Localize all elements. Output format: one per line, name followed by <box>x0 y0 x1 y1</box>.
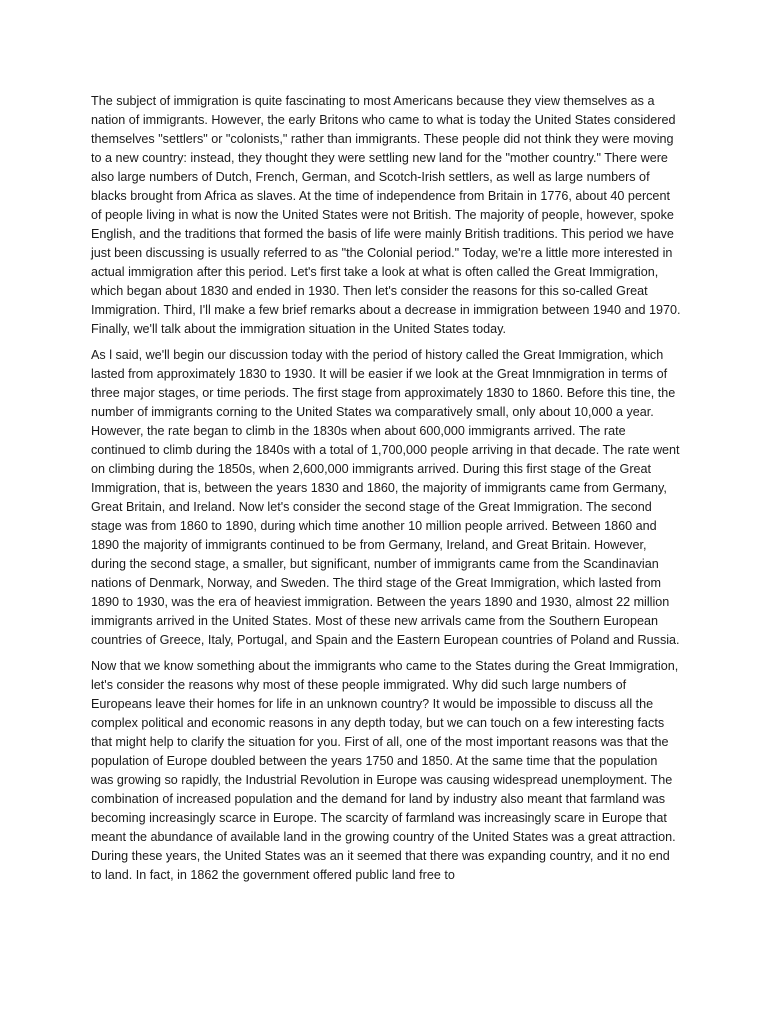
paragraph-great-immigration-stages: As l said, we'll begin our discussion today with the period of history called the Great Immigration, which lasted from approximately 1830 to 1930. It will be easier if we look at the Great Imnmigration in terms of three major stages, or time periods. The first stage from approximately 1830 to 1860. Before this tine, the number of immigrants corning to the United States wa comparatively small, only about 10,000 a year. However, the rate began to climb in the 1830s when about 600,000 immigrants arrived. The rate continued to climb during the 1840s with a total of 1,700,000 people arriving in that decade. The rate went on climbing during the 1850s, when 2,600,000 immigrants arrived. During this first stage of the Great Immigration, that is, between the years 1830 and 1860, the majority of immigrants came from Germany, Great Britain, and Ireland. Now let's consider the second stage of the Great Immigration. The second stage was from 1860 to 1890, during which time another 10 million people arrived. Between 1860 and 1890 the majority of immigrants continued to be from Germany, Ireland, and Great Britain. However, during the second stage, a smaller, but significant, number of immigrants came from the Scandinavian nations of Denmark, Norway, and Sweden. The third stage of the Great Immigration, which lasted from 1890 to 1930, was the era of heaviest immigration. Between the years 1890 and 1930, almost 22 million immigrants arrived in the United States. Most of these new arrivals came from the Southern European countries of Greece, Italy, Portugal, and Spain and the Eastern European countries of Poland and Russia. <box>91 348 680 647</box>
document-page <box>91 92 681 892</box>
paragraph-immigration-reasons: Now that we know something about the immigrants who came to the States during the Great Immigration, let's consider the reasons why most of these people immigrated. Why did such large numbers of Europeans leave their homes for life in an unknown country? It would be impossible to discuss all the complex political and economic reasons in any depth today, but we can touch on a few interesting facts that might help to clarify the situation for you. First of all, one of the most important reasons was that the population of Europe doubled between the years 1750 and 1850. At the same time that the population was growing so rapidly, the Industrial Revolution in Europe was causing widespread unemployment. The combination of increased population and the demand for land by industry also meant that farmland was becoming increasingly scarce in Europe. The scarcity of farmland was increasingly scare in Europe that meant the abundance of available land in the growing country of the United States was a great attraction. During these years, the United States was an it seemed that there was expanding country, and it no end to land. In fact, in 1862 the government offered public land free to <box>91 659 679 882</box>
paragraph-colonial-period: The subject of immigration is quite fascinating to most Americans because they view themselves as a nation of immigrants. However, the early Britons who came to what is today the United States considered themselves "settlers" or "colonists," rather than immigrants. These people did not think they were moving to a new country: instead, they thought they were settling new land for the "mother country." There were also large numbers of Dutch, French, German, and Scotch-Irish settlers, as well as large numbers of blacks brought from Africa as slaves. At the time of independence from Britain in 1776, about 40 percent of people living in what is now the United States were not British. The majority of people, however, spoke English, and the traditions that formed the basis of life were mainly British traditions. This period we have just been discussing is usually referred to as "the Colonial period." Today, we're a little more interested in actual immigration after this period. Let's first take a look at what is often called the Great Immigration, which began about 1830 and ended in 1930. Then let's consider the reasons for this so-called Great Immigration. Third, I'll make a few brief remarks about a decrease in immigration between 1940 and 1970. Finally, we'll talk about the immigration situation in the United States today. <box>91 94 681 336</box>
